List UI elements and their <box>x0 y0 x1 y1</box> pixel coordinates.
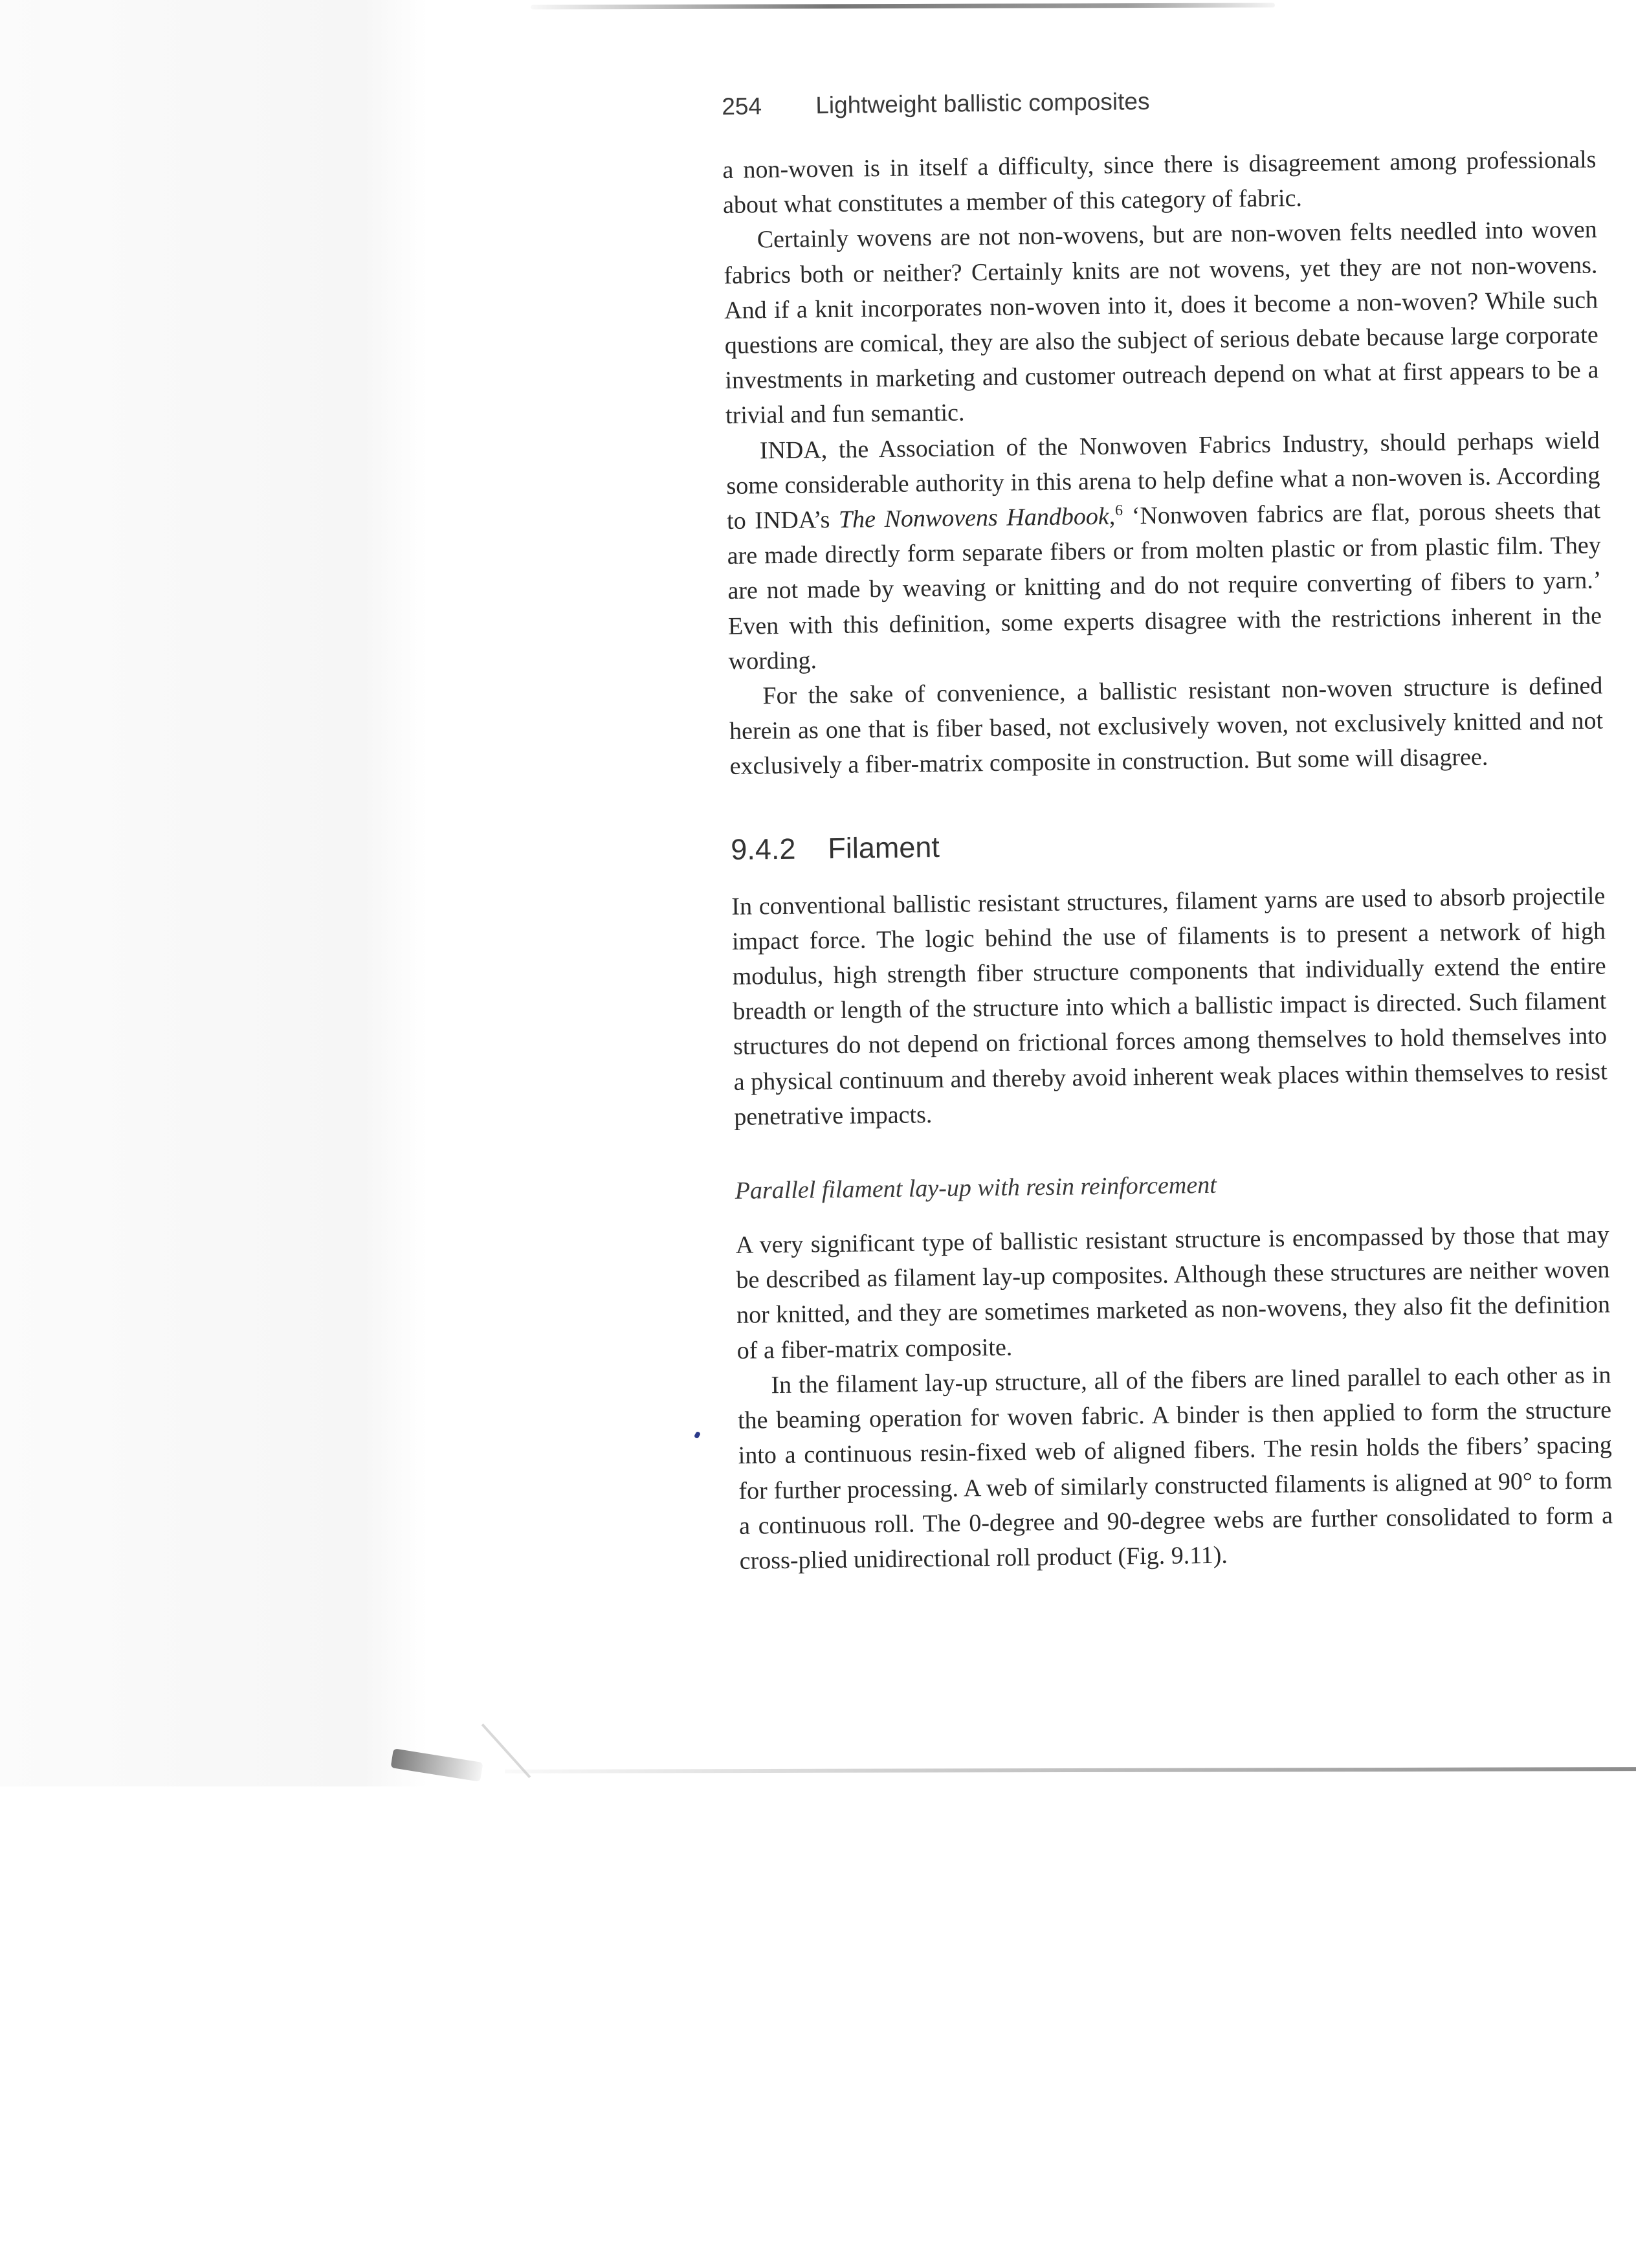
scan-page-edge-bottom <box>505 1767 1636 1773</box>
book-title: The Nonwovens Handbook, <box>838 502 1116 533</box>
book-page <box>722 80 1613 1579</box>
paragraph-inda-definition <box>725 423 1602 679</box>
paragraph-convenience: For the sake of convenience, a ballistic resistant non-woven structure is defined herein as one that is fiber based, not exclusively woven, not exclusively knitted and not exclusively a fiber-matrix composite in construction. But some will disagree. <box>729 672 1604 781</box>
scan-page-edge-top <box>531 3 1275 9</box>
section-number: 9.4.2 <box>731 832 796 866</box>
page-number: 254 <box>722 93 762 120</box>
subsection-heading: Parallel filament lay-up with resin reinforcement <box>735 1171 1217 1205</box>
inda-text-after: ‘Nonwoven fabrics are flat, porous sheets that are made directly form separate fibers or from molten plastic or from plastic film. They are not made by weaving or knitting and do not require converting of fibers to yarn.’ Even with this definition, some experts disagree with the restrictions inherent in the wording. <box>727 496 1602 675</box>
paragraph-filament: In conventional ballistic resistant structures, filament yarns are used to absorb projectile impact force. The logic behind the use of filaments is to present a network of high modulus, high strength fiber structure components that individually extend the entire breadth or length of the structure into which a ballistic impact is directed. Such filament structures do not depend on frictional forces among themselves to hold themselves into a physical continuum and thereby avoid inherent weak places within themselves to resist penetrative impacts. <box>731 882 1608 1131</box>
reference-marker: 6 <box>1114 502 1123 519</box>
paragraph-wovens-question: Certainly wovens are not non-wovens, but are non-woven felts needled into woven fabrics both or neither? Certainly knits are not wovens, yet they are not non-wovens. And if a knit incorporates non-woven into it, does it become a non-woven? While such questions are comical, they are also the subject of serious debate because large corporate investments in marketing and customer outreach depend on what at first appears to be a trivial and fun semantic. <box>724 216 1599 430</box>
paragraph-layup-composites: A very significant type of ballistic resistant structure is encompassed by those that may be described as filament lay-up composites. Although these structures are neither woven nor knitted, and they are sometimes marketed as non-wovens, they also fit the definition of a fiber-matrix composite. <box>735 1221 1611 1364</box>
ink-mark <box>694 1431 701 1439</box>
section-heading <box>731 819 1605 869</box>
paragraph-intro-continued: a non-woven is in itself a difficulty, since there is disagreement among professionals about what constitutes a member of this category of fabric. <box>722 146 1597 219</box>
paragraph-layup-structure: In the filament lay-up structure, all of the fibers are lined parallel to each other as in the beaming operation for woven fabric. A binder is then applied to form the structure into a continuous resin-fixed web of aligned fibers. The resin holds the fibers’ spacing for further processing. A web of similarly constructed filaments is aligned at 90° to form a continuous roll. The 0-degree and 90-degree webs are further consolidated to form a cross-plied unidirectional roll product (Fig. 9.11). <box>737 1361 1613 1575</box>
scan-shadow <box>0 0 427 1786</box>
inda-text-before: INDA, the Association of the Nonwoven Fabrics Industry, should perhaps wield some considerable authority in this arena to help define what a non-woven is. According to INDA’s <box>726 427 1600 535</box>
running-title: Lightweight ballistic composites <box>815 87 1150 119</box>
section-title: Filament <box>827 830 940 865</box>
running-head <box>722 80 1596 123</box>
